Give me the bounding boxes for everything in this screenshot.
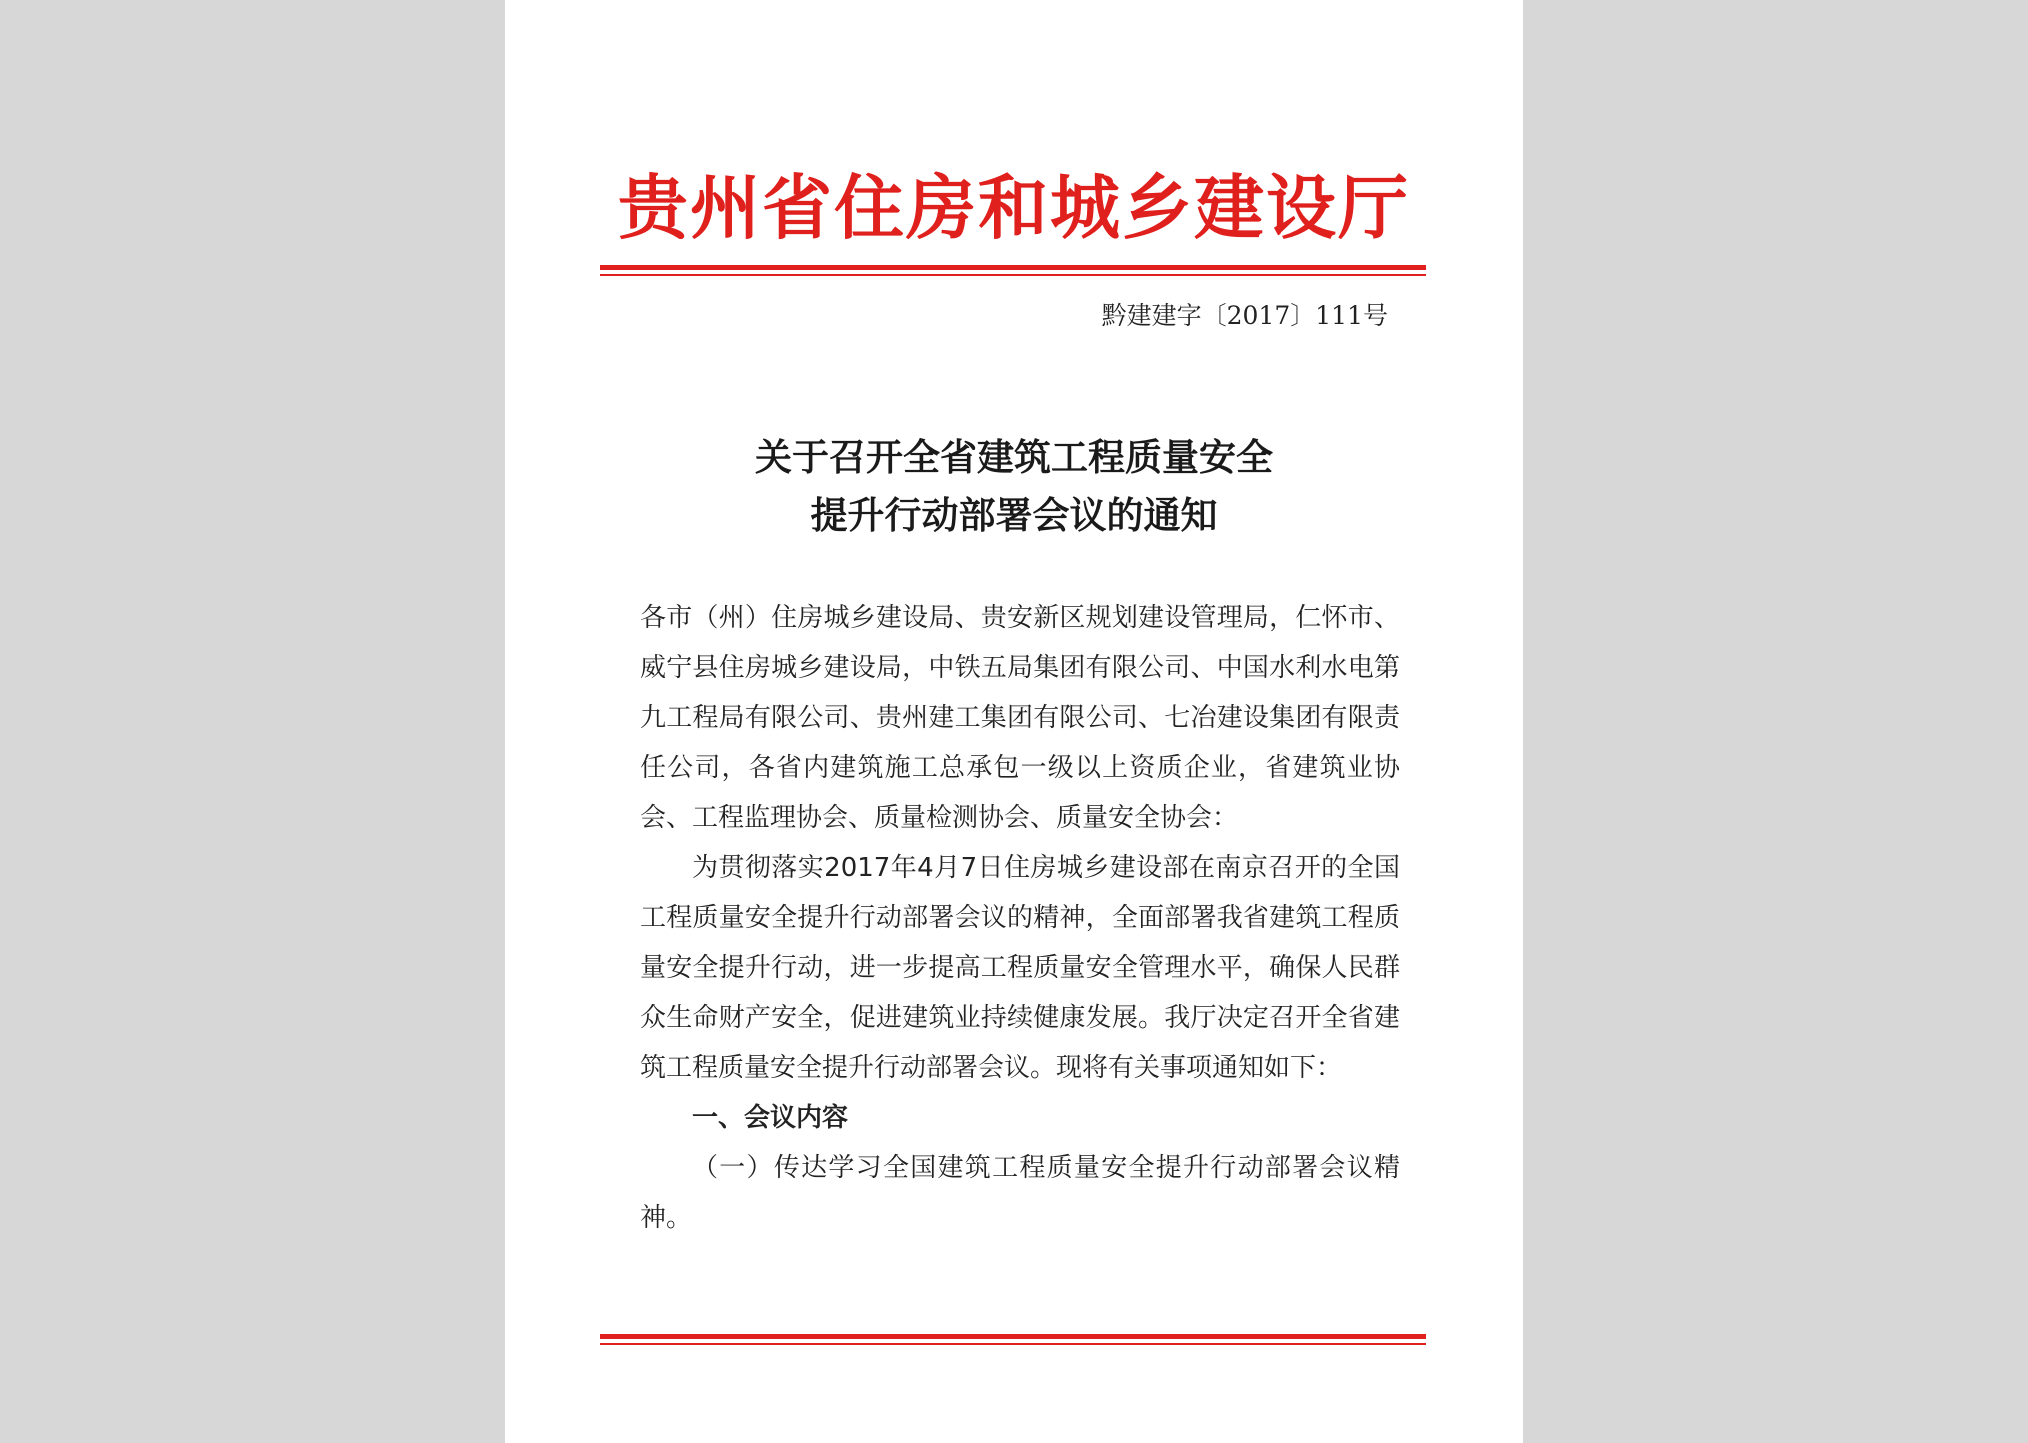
section-heading-1: 一、会议内容: [692, 1103, 849, 1133]
body-paragraph-1: 为贯彻落实2017年4月7日住房城乡建设部在南京召开的全国工程质量安全提升行动部署会议的精神，全面部署我省建筑工程质量安全提升行动，进一步提高工程质量安全管理水平，确保人民群众生命财产安全，促进建筑业持续健康发展。我厅决定召开全省建筑工程质量安全提升行动部署会议。现将有关事项通知如下：: [640, 853, 1400, 1083]
document-title: [505, 428, 1523, 544]
document-page: [505, 0, 1523, 1443]
section-item-1: （一）传达学习全国建筑工程质量安全提升行动部署会议精神。: [640, 1153, 1400, 1233]
letterhead-rule-thin: [600, 274, 1426, 276]
addressees-paragraph: 各市（州）住房城乡建设局、贵安新区规划建设管理局，仁怀市、威宁县住房城乡建设局，中铁五局集团有限公司、中国水利水电第九工程局有限公司、贵州建工集团有限公司、七冶建设集团有限责任公司，各省内建筑施工总承包一级以上资质企业，省建筑业协会、工程监理协会、质量检测协会、质量安全协会：: [640, 603, 1400, 833]
footer-rule-thin: [600, 1343, 1426, 1345]
document-number: 黔建建字〔2017〕111号: [1101, 301, 1388, 330]
document-body: [640, 593, 1400, 1243]
document-title-line-1: 关于召开全省建筑工程质量安全: [755, 435, 1273, 479]
letterhead-issuer: 贵州省住房和城乡建设厅: [618, 166, 1410, 249]
letterhead-rule-thick: [600, 265, 1426, 270]
footer-rule-thick: [600, 1334, 1426, 1339]
document-title-line-2: 提升行动部署会议的通知: [810, 493, 1218, 537]
